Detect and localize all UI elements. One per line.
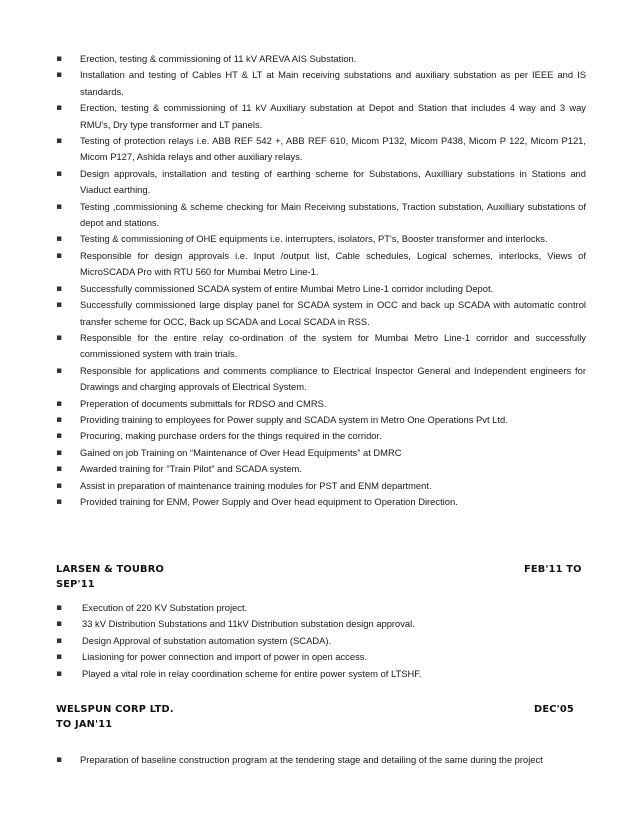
list-item: ▪ Execution of 220 KV Substation project.: [0, 600, 638, 616]
bullet-icon: ▪: [56, 755, 63, 765]
bullet-icon: ▪: [56, 668, 63, 679]
bullet-icon: ▪: [56, 300, 63, 311]
employment-period-start: FEB'11 TO: [524, 564, 582, 575]
list-item: ▪ Providing training to employees for Power supply and SCADA system in Metro One Operations Pvt Ltd.: [0, 412, 638, 428]
bullet-icon: ▪: [56, 103, 63, 114]
bullet-icon: ▪: [56, 250, 63, 261]
bullet-icon: ▪: [56, 635, 63, 646]
bullet-list-welspun-responsibilities: [0, 752, 638, 768]
bullet-icon: ▪: [56, 431, 63, 442]
list-item: ▪ Procuring, making purchase orders for the things required in the corridor.: [0, 428, 638, 444]
list-item: ▪ Design Approval of substation automation system (SCADA).: [0, 633, 638, 649]
employer-name: WELSPUN CORP LTD.: [56, 704, 174, 715]
bullet-list-lt-responsibilities: [0, 600, 638, 682]
list-item: ▪ Testing of protection relays i.e. ABB REF 542 +, ABB REF 610, Micom P132, Micom P438, Micom P 122, Micom P121, Micom P127, Ashida relays and other auxiliary relays.: [56, 135, 586, 163]
bullet-icon: ▪: [56, 480, 63, 491]
list-item: ▪ Successfully commissioned SCADA system of entire Mumbai Metro Line-1 corridor including Depot.: [0, 281, 638, 297]
list-item: ▪ Played a vital role in relay coordination scheme for entire power system of LTSHF.: [0, 666, 638, 682]
list-item: ▪ Responsible for applications and comments compliance to Electrical Inspector General and Independent engineers for Drawings and charging approvals of Electrical System.: [56, 364, 586, 393]
employer-name: LARSEN & TOUBRO: [56, 564, 164, 575]
bullet-icon: ▪: [56, 283, 63, 294]
employer-heading-larsen-toubro: [56, 564, 586, 594]
employment-period-start: DEC'05: [534, 704, 574, 715]
list-item: ▪ Erection, testing & commissioning of 11 kV AREVA AIS Substation.: [0, 51, 638, 67]
bullet-icon: ▪: [56, 234, 63, 245]
list-item: ▪ Installation and testing of Cables HT & LT at Main receiving substations and auxiliary substation as per IEEE and IS standards.: [56, 69, 586, 97]
bullet-list-responsibilities: [0, 51, 638, 510]
list-item: ▪ Testing ,commissioning & scheme checking for Main Receiving substations, Traction substation, Auxilliary substations of depot and stations.: [56, 200, 586, 229]
bullet-icon: ▪: [56, 398, 63, 409]
list-item: ▪ Testing & commissioning of OHE equipments i.e. interrupters, isolators, PT's, Booster transformer and interlocks.: [0, 231, 638, 247]
list-item: ▪ Preparation of baseline construction program at the tendering stage and detailing of the same during the project: [0, 752, 638, 768]
list-item: ▪ Responsible for design approvals i.e. Input /output list, Cable schedules, Logical schemes, interlocks, Views of MicroSCADA Pro with RTU 560 for Mumbai Metro Line-1.: [56, 249, 586, 278]
bullet-icon: ▪: [56, 447, 63, 458]
bullet-icon: ▪: [56, 496, 63, 507]
list-item: ▪ Preperation of documents submittals for RDSO and CMRS.: [0, 396, 638, 412]
list-item: ▪ Assist in preparation of maintenance training modules for PST and ENM department.: [0, 478, 638, 494]
bullet-icon: ▪: [56, 603, 63, 613]
bullet-icon: ▪: [56, 168, 63, 179]
list-item: ▪ 33 kV Distribution Substations and 11kV Distribution substation design approval.: [0, 616, 638, 632]
bullet-icon: ▪: [56, 136, 63, 147]
list-item: ▪ Liasioning for power connection and import of power in open access.: [0, 649, 638, 665]
list-item: ▪ Erection, testing & commissioning of 11 kV Auxiliary substation at Depot and Station that includes 4 way and 3 way RMU's, Dry type transformer and LT panels.: [56, 102, 586, 130]
bullet-icon: ▪: [56, 414, 63, 425]
list-item: ▪ Provided training for ENM, Power Supply and Over head equipment to Operation Direction.: [0, 494, 638, 510]
bullet-icon: ▪: [56, 652, 63, 663]
list-item: ▪ Awarded training for “Train Pilot” and SCADA system.: [0, 461, 638, 477]
bullet-icon: ▪: [56, 201, 63, 212]
list-item: ▪ Design approvals, installation and testing of earthing scheme for Substations, Auxilliary substations in Stations and Viaduct earthing.: [56, 167, 586, 196]
bullet-icon: ▪: [56, 332, 63, 343]
list-item: ▪ Successfully commissioned large display panel for SCADA system in OCC and back up SCADA with automatic control transfer scheme for OCC, Back up SCADA and Local SCADA in RSS.: [56, 299, 586, 327]
employer-heading-welspun: [56, 704, 586, 734]
bullet-icon: ▪: [56, 619, 63, 630]
list-item: ▪ Gained on job Training on “Maintenance of Over Head Equipments” at DMRC: [0, 445, 638, 461]
employment-period-end: TO JAN'11: [56, 719, 113, 730]
bullet-icon: ▪: [56, 464, 63, 475]
bullet-icon: ▪: [56, 70, 63, 81]
list-item: ▪ Responsible for the entire relay co-ordination of the system for Mumbai Metro Line-1 corridor and successfully commissioned system with train trials.: [56, 331, 586, 360]
bullet-icon: ▪: [56, 54, 63, 64]
employment-period-end: SEP'11: [56, 579, 95, 590]
bullet-icon: ▪: [56, 365, 63, 376]
